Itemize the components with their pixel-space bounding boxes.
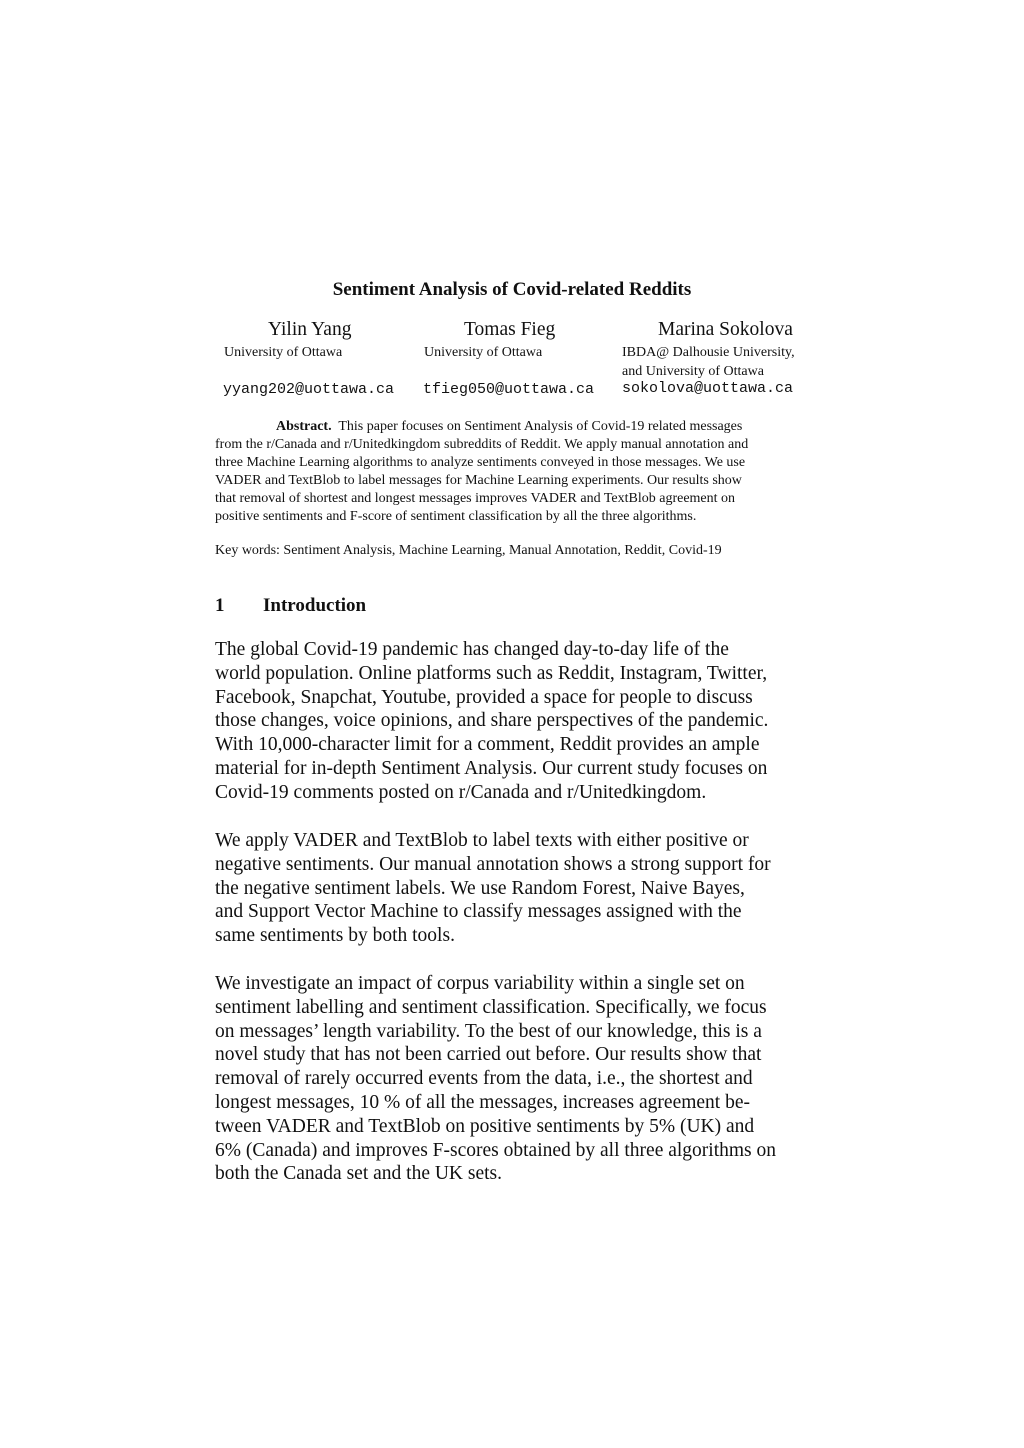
author-email: tfieg050@uottawa.ca — [423, 381, 595, 398]
author-email: sokolova@uottawa.ca — [622, 380, 794, 397]
paragraph-line: world population. Online platforms such as Reddit, Instagram, Twitter, — [215, 662, 768, 684]
keywords: Key words: Sentiment Analysis, Machine Learning, Manual Annotation, Reddit, Covid-19 — [215, 543, 722, 558]
paragraph-line: removal of rarely occurred events from the data, i.e., the shortest and — [215, 1068, 753, 1090]
section-number: 1 — [215, 595, 225, 616]
paragraph-line: material for in-depth Sentiment Analysis. Our current study focuses on — [215, 757, 768, 779]
paragraph-line: the negative sentiment labels. We use Random Forest, Naive Bayes, — [215, 877, 745, 899]
paragraph-line: both the Canada set and the UK sets. — [215, 1163, 503, 1185]
abstract-line: positive sentiments and F-score of sentiment classification by all the three algorithms. — [215, 509, 697, 524]
paragraph-line: negative sentiments. Our manual annotation shows a strong support for — [215, 853, 771, 875]
paragraph-line: those changes, voice opinions, and share perspectives of the pandemic. — [215, 710, 769, 732]
paragraph-line: 6% (Canada) and improves F-scores obtained by all three algorithms on — [215, 1139, 777, 1161]
paragraph-line: We apply VADER and TextBlob to label texts with either positive or — [215, 830, 749, 851]
paragraph-line: longest messages, 10 % of all the messages, increases agreement be- — [215, 1091, 750, 1113]
author-affiliation: University of Ottawa — [424, 345, 543, 360]
abstract-text: This paper focuses on Sentiment Analysis of Covid-19 related messages — [338, 419, 743, 434]
author-block — [268, 319, 351, 341]
paragraph-line: and Support Vector Machine to classify messages assigned with the — [215, 901, 742, 923]
abstract-line: that removal of shortest and longest messages improves VADER and TextBlob agreement on — [215, 491, 736, 506]
affiliation-line: and University of Ottawa — [622, 364, 764, 379]
abstract-line: from the r/Canada and r/Unitedkingdom subreddits of Reddit. We apply manual annotation and — [215, 437, 749, 452]
paragraph — [215, 829, 825, 948]
paragraph-line: novel study that has not been carried out before. Our results show that — [215, 1044, 762, 1066]
paragraph-line: We investigate an impact of corpus variability within a single set on — [215, 973, 745, 994]
abstract-line: VADER and TextBlob to label messages for Machine Learning experiments. Our results show — [215, 473, 742, 488]
paragraph-line: on messages’ length variability. To the best of our knowledge, this is a — [215, 1020, 762, 1042]
author-affiliation: University of Ottawa — [224, 345, 343, 360]
author-name: Marina Sokolova — [658, 319, 793, 340]
paragraph-line: same sentiments by both tools. — [215, 925, 455, 947]
affiliation-line: IBDA@ Dalhousie University, — [622, 345, 795, 360]
paragraph-line: Covid-19 comments posted on r/Canada and r/Unitedkingdom. — [215, 781, 707, 803]
paragraph — [215, 638, 825, 805]
paragraph-line: sentiment labelling and sentiment classification. Specifically, we focus — [215, 996, 767, 1018]
paragraph-line: With 10,000-character limit for a comment, Reddit provides an ample — [215, 734, 760, 756]
paper-title: Sentiment Analysis of Covid-related Reddits — [332, 279, 692, 300]
section-title: Introduction — [263, 595, 367, 616]
paragraph-line: Facebook, Snapchat, Youtube, provided a space for people to discuss — [215, 686, 753, 708]
paragraph-line: tween VADER and TextBlob on positive sentiments by 5% (UK) and — [215, 1115, 755, 1137]
section-heading — [215, 595, 366, 617]
author-name: Yilin Yang — [268, 319, 352, 340]
paragraph — [215, 972, 825, 1186]
abstract-label: Abstract. — [276, 419, 332, 434]
author-affiliation — [622, 343, 795, 381]
author-name: Tomas Fieg — [464, 319, 556, 340]
abstract-line: three Machine Learning algorithms to analyze sentiments conveyed in those messages. We use — [215, 455, 746, 470]
paragraph-line: The global Covid-19 pandemic has changed day-to-day life of the — [215, 639, 729, 660]
abstract-line — [215, 418, 815, 436]
abstract — [215, 418, 815, 526]
author-email: yyang202@uottawa.ca — [223, 381, 395, 398]
